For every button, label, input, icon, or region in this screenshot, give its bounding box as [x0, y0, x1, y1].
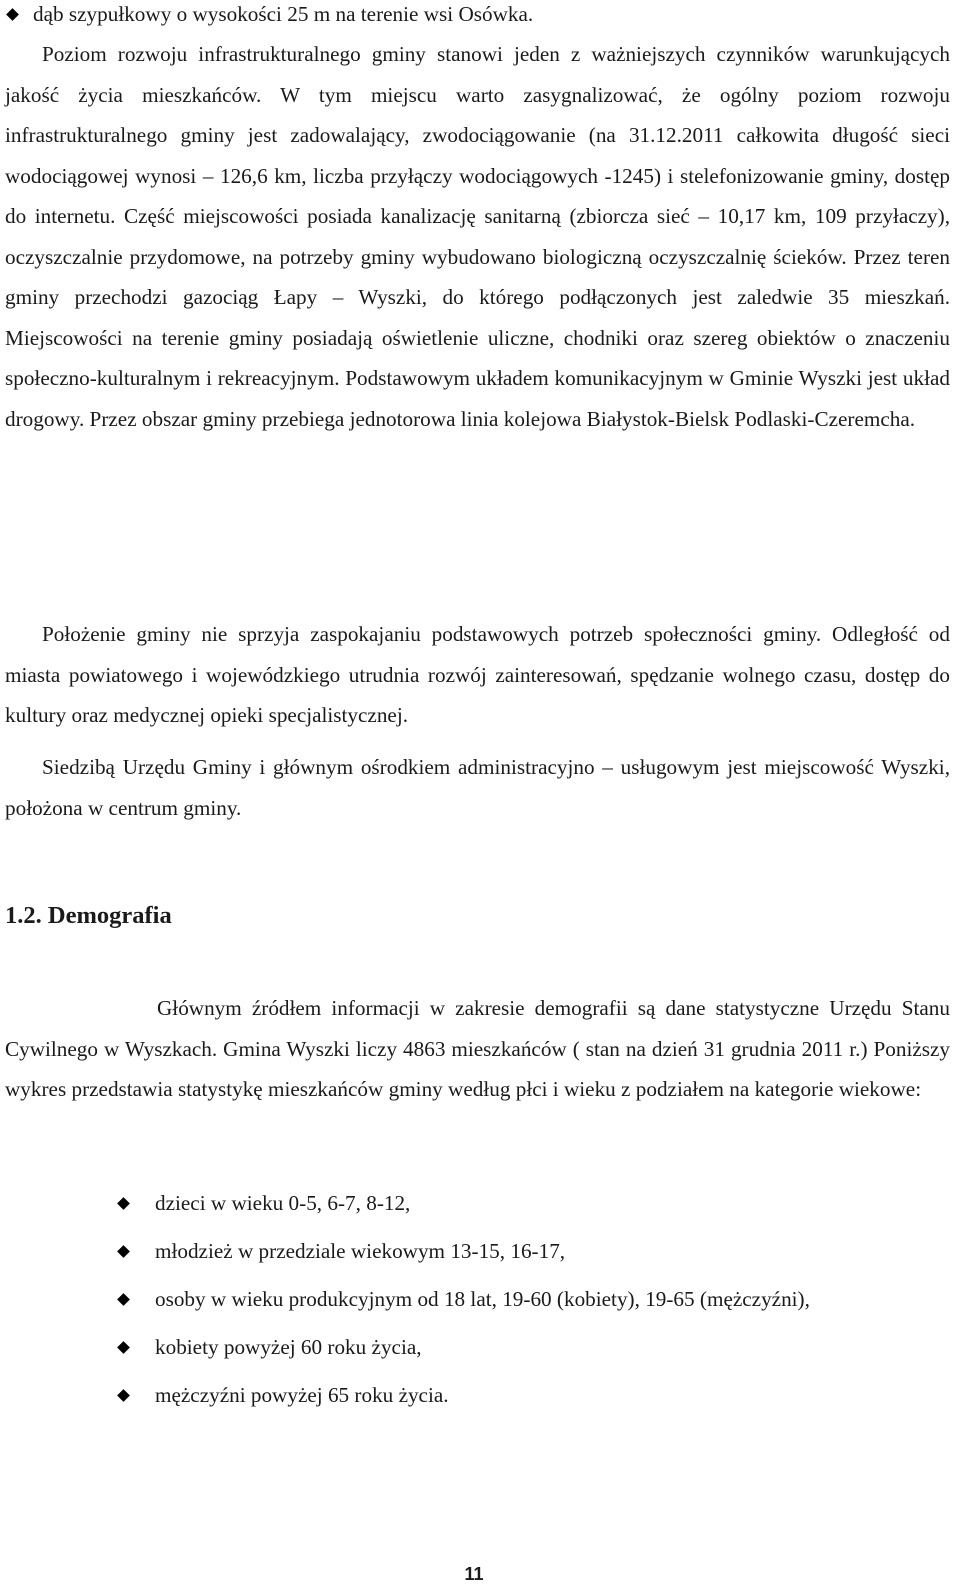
list-item-text: młodzież w przedziale wiekowym 13-15, 16-17, [155, 1239, 566, 1263]
top-bullet-text: dąb szypułkowy o wysokości 25 m na terenie wsi Osówka. [33, 1, 534, 26]
diamond-bullet-icon [117, 1197, 130, 1210]
age-category-list [117, 1183, 950, 1423]
section-heading: 1.2. Demografia [5, 902, 172, 929]
diamond-bullet-icon [6, 8, 19, 21]
diamond-bullet-icon [117, 1389, 130, 1402]
list-item-text: mężczyźni powyżej 65 roku życia. [155, 1383, 449, 1407]
list-item-text: osoby w wieku produkcyjnym od 18 lat, 19-60 (kobiety), 19-65 (mężczyźni), [155, 1287, 810, 1311]
page-number: 11 [464, 1564, 484, 1584]
top-bullet-item [4, 0, 533, 28]
diamond-bullet-icon [117, 1245, 130, 1258]
seat-paragraph: Siedzibą Urzędu Gminy i głównym ośrodkiem administracyjno – usługowym jest miejscowość Wyszki, położona w centrum gminy. [5, 755, 950, 820]
list-item [117, 1183, 950, 1224]
list-item [117, 1231, 950, 1272]
list-item [117, 1375, 950, 1416]
demography-paragraph: Głównym źródłem informacji w zakresie demografii są dane statystyczne Urzędu Stanu Cywilnego w Wyszkach. Gmina Wyszki liczy 4863 mieszkańców ( stan na dzień 31 grudnia 2011 r.) Poniższy wykres przedstawia statystykę mieszkańców gminy według płci i wieku z podziałem na kategorie wiekowe: [5, 996, 950, 1101]
list-item-text: dzieci w wieku 0-5, 6-7, 8-12, [155, 1191, 411, 1215]
diamond-bullet-icon [117, 1293, 130, 1306]
list-item-text: kobiety powyżej 60 roku życia, [155, 1335, 422, 1359]
list-item [117, 1327, 950, 1368]
location-paragraph: Położenie gminy nie sprzyja zaspokajaniu podstawowych potrzeb społeczności gminy. Odległość od miasta powiatowego i wojewódzkiego utrudnia rozwój zainteresowań, spędzanie wolnego czasu, dostęp do kultury oraz medycznej opieki specjalistycznej. [5, 622, 950, 727]
list-item [117, 1279, 950, 1320]
infrastructure-paragraph: Poziom rozwoju infrastrukturalnego gminy stanowi jeden z ważniejszych czynników warunkujących jakość życia mieszkańców. W tym miejscu warto zasygnalizować, że ogólny poziom rozwoju infrastrukturalnego gminy jest zadowalający, zwodociągowanie (na 31.12.2011 całkowita długość sieci wodociągowej wynosi – 126,6 km, liczba przyłączy wodociągowych -1245) i stelefonizowanie gminy, dostęp do internetu. Część miejscowości posiada kanalizację sanitarną (zbiorcza sieć – 10,17 km, 109 przyłaczy), oczyszczalnie przydomowe, na potrzeby gminy wybudowano biologiczną oczyszczalnię ścieków. Przez teren gminy przechodzi gazociąg Łapy – Wyszki, do którego podłączonych jest zaledwie 35 mieszkań. Miejscowości na terenie gminy posiadają oświetlenie uliczne, chodniki oraz szereg obiektów o znaczeniu społeczno-kulturalnym i rekreacyjnym. Podstawowym układem komunikacyjnym w Gminie Wyszki jest układ drogowy. Przez obszar gminy przebiega jednotorowa linia kolejowa Białystok-Bielsk Podlaski-Czeremcha. [5, 42, 950, 431]
diamond-bullet-icon [117, 1341, 130, 1354]
